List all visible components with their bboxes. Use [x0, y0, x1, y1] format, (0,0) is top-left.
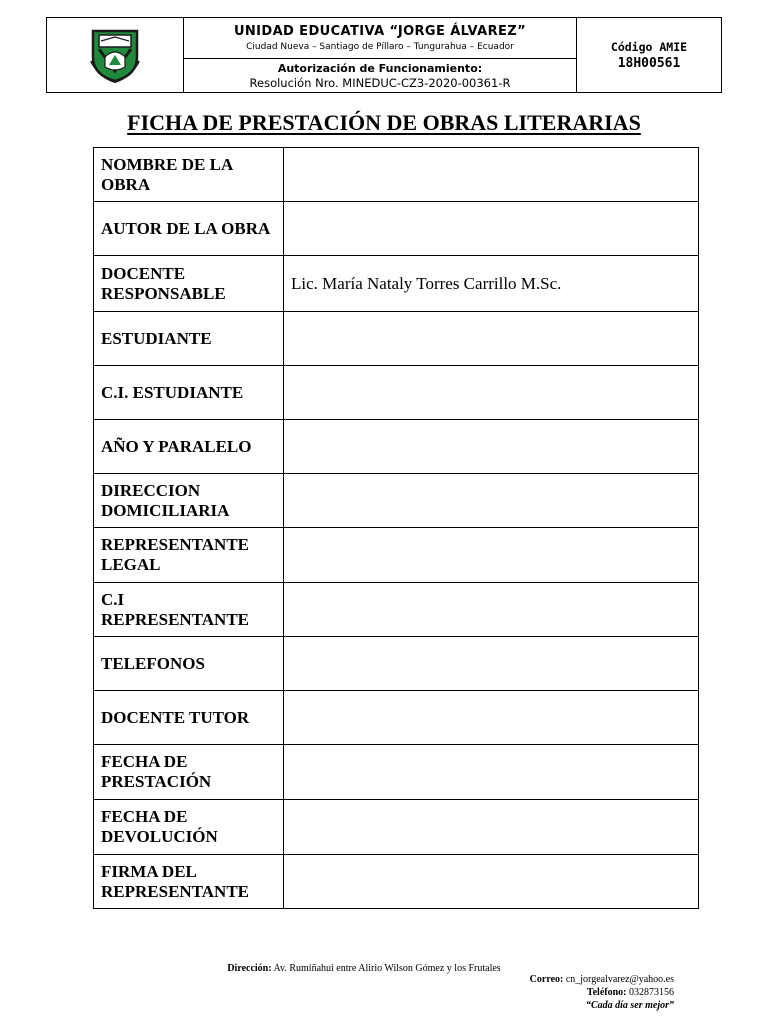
form-row	[94, 202, 699, 256]
form-row-value[interactable]	[284, 745, 699, 800]
form-row-label: DOCENTE TUTOR	[94, 691, 284, 745]
form-row-label: C.I. ESTUDIANTE	[94, 366, 284, 420]
form-row	[94, 256, 699, 312]
footer-contact	[530, 973, 674, 1012]
form-row-label: ESTUDIANTE	[94, 312, 284, 366]
form-row-label: REPRESENTANTE LEGAL	[94, 528, 284, 583]
amie-label: Código AMIE	[610, 39, 688, 54]
form-row-label: FECHA DE DEVOLUCIÓN	[94, 800, 284, 855]
form-row-label: AÑO Y PARALELO	[94, 420, 284, 474]
page-title: FICHA DE PRESTACIÓN DE OBRAS LITERARIAS	[127, 110, 641, 135]
document-header	[46, 17, 722, 93]
form-row	[94, 312, 699, 366]
form-row-value[interactable]	[284, 855, 699, 909]
form-row-label: NOMBRE DE LA OBRA	[94, 148, 284, 202]
form-row-value[interactable]	[284, 637, 699, 691]
form-row-label: DOCENTE RESPONSABLE	[94, 256, 284, 312]
form-row-value[interactable]	[284, 420, 699, 474]
form-row	[94, 637, 699, 691]
phone-text: 032873156	[629, 987, 674, 998]
school-crest-icon	[89, 27, 141, 83]
form-row	[94, 474, 699, 528]
form-row-value[interactable]	[284, 474, 699, 528]
authorization-info	[184, 59, 576, 92]
phone-label: Teléfono:	[586, 987, 627, 998]
school-info	[184, 18, 576, 59]
school-name: UNIDAD EDUCATIVA “JORGE ÁLVAREZ”	[233, 24, 527, 39]
form-row-value[interactable]	[284, 528, 699, 583]
form-row	[94, 583, 699, 637]
form-row-value[interactable]	[284, 800, 699, 855]
logo-cell	[47, 18, 184, 92]
form-row-value[interactable]	[284, 691, 699, 745]
school-location: Ciudad Nueva – Santiago de Píllaro – Tungurahua – Ecuador	[246, 42, 514, 52]
email-label: Correo:	[529, 974, 564, 985]
authorization-title: Autorización de Funcionamiento:	[277, 61, 483, 75]
form-row-value[interactable]	[284, 366, 699, 420]
form-row-value[interactable]	[284, 202, 699, 256]
form-row-label: DIRECCION DOMICILIARIA	[94, 474, 284, 528]
form-row-value[interactable]	[284, 583, 699, 637]
form-row-label: C.I REPRESENTANTE	[94, 583, 284, 637]
form-row-label: AUTOR DE LA OBRA	[94, 202, 284, 256]
header-center	[184, 18, 577, 92]
school-motto: “Cada día ser mejor”	[585, 1000, 674, 1011]
email-text[interactable]: cn_jorgealvarez@yahoo.es	[565, 974, 674, 985]
address-label: Dirección:	[227, 963, 272, 974]
form-row-value[interactable]	[284, 312, 699, 366]
form-row-label: FECHA DE PRESTACIÓN	[94, 745, 284, 800]
address-text: Av. Rumiñahui entre Alirio Wilson Gómez y los Frutales	[273, 963, 501, 974]
amie-code-cell	[577, 18, 721, 92]
form-row	[94, 691, 699, 745]
form-row-value[interactable]	[284, 148, 699, 202]
form-row	[94, 420, 699, 474]
form-row-value[interactable]: Lic. María Nataly Torres Carrillo M.Sc.	[284, 256, 699, 312]
resolution-number: Resolución Nro. MINEDUC-CZ3-2020-00361-R	[249, 75, 511, 90]
loan-form-table	[93, 147, 699, 909]
form-row	[94, 745, 699, 800]
form-row	[94, 366, 699, 420]
form-row	[94, 855, 699, 909]
form-row	[94, 800, 699, 855]
amie-code: 18H00561	[617, 55, 681, 71]
form-row-label: FIRMA DEL REPRESENTANTE	[94, 855, 284, 909]
form-row	[94, 528, 699, 583]
form-row	[94, 148, 699, 202]
form-row-label: TELEFONOS	[94, 637, 284, 691]
